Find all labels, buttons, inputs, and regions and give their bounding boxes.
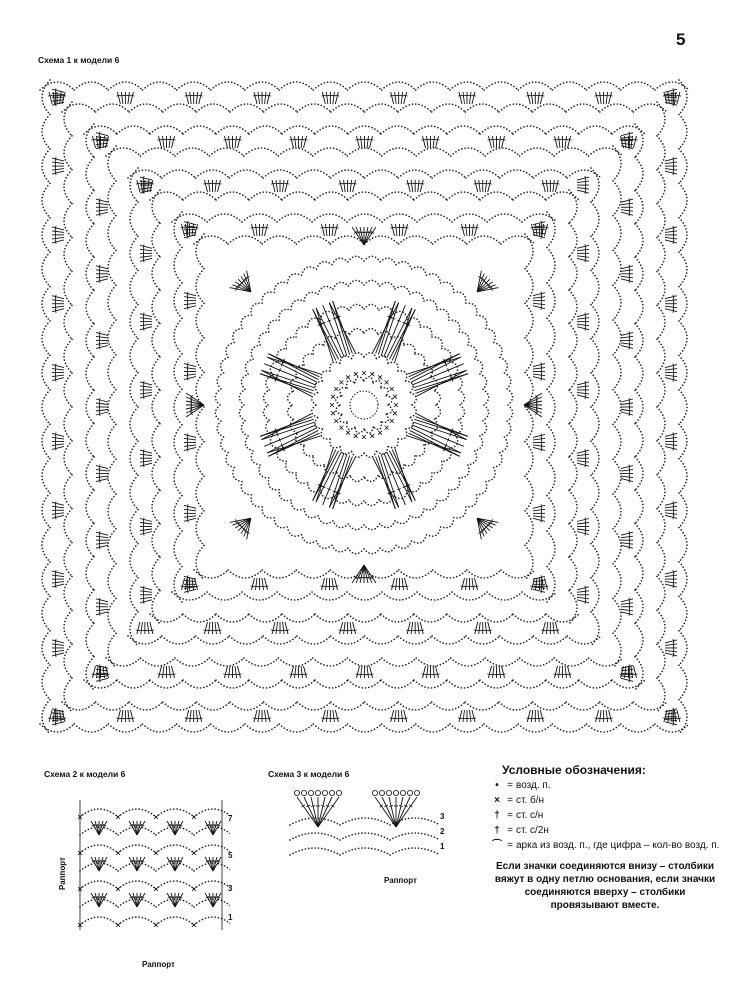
legend-item — [490, 825, 720, 837]
legend-title: Условные обозначения: — [502, 763, 646, 777]
half-dagger-icon: † — [494, 825, 500, 836]
scheme3-row-number: 3 — [440, 812, 445, 821]
scheme3-caption: Схема 3 к модели 6 — [268, 769, 350, 779]
scheme2-rapport-side-label: Раппорт — [58, 857, 67, 890]
legend-text: ст. с/2н — [516, 825, 549, 836]
scheme2-row-number: 1 — [228, 913, 233, 922]
legend-equals: = — [507, 840, 513, 851]
dot-icon: • — [495, 780, 499, 791]
legend-note: Если значки соединяются внизу – столбики вяжут в одну петлю основания, если значки соединяются вверху – столбики провязывают вместе. — [494, 861, 716, 911]
page-number: 5 — [676, 30, 686, 49]
legend-item — [490, 840, 720, 852]
legend — [490, 763, 720, 912]
legend-item — [490, 795, 720, 807]
legend-equals: = — [507, 780, 513, 791]
scheme2-row-number: 3 — [228, 884, 233, 893]
legend-item — [490, 780, 720, 792]
legend-text: ст. с/н — [516, 810, 544, 821]
scheme2-caption: Схема 2 к модели 6 — [44, 769, 126, 779]
legend-equals: = — [507, 795, 513, 806]
dagger-icon: † — [494, 810, 500, 821]
arch-icon: ⌒ — [492, 840, 502, 851]
scheme3-crochet-chart — [280, 785, 450, 865]
cross-icon: × — [494, 795, 500, 806]
legend-item — [490, 810, 720, 822]
scheme3-row-number: 1 — [440, 842, 445, 851]
scheme3-rapport-label: Раппорт — [384, 876, 417, 885]
legend-text: ст. б/н — [516, 795, 545, 806]
scheme1-crochet-chart — [32, 72, 697, 742]
legend-equals: = — [507, 810, 513, 821]
scheme2-rapport-label: Раппорт — [142, 960, 175, 969]
scheme2-crochet-chart — [40, 790, 233, 940]
legend-text: возд. п. — [516, 780, 551, 791]
legend-equals: = — [507, 825, 513, 836]
scheme3-row-number: 2 — [440, 827, 445, 836]
scheme2-row-number: 7 — [228, 814, 233, 823]
scheme1-caption: Схема 1 к модели 6 — [38, 55, 120, 65]
scheme2-row-number: 5 — [228, 851, 233, 860]
legend-text: арка из возд. п., где цифра – кол-во возд. п. — [516, 840, 720, 851]
